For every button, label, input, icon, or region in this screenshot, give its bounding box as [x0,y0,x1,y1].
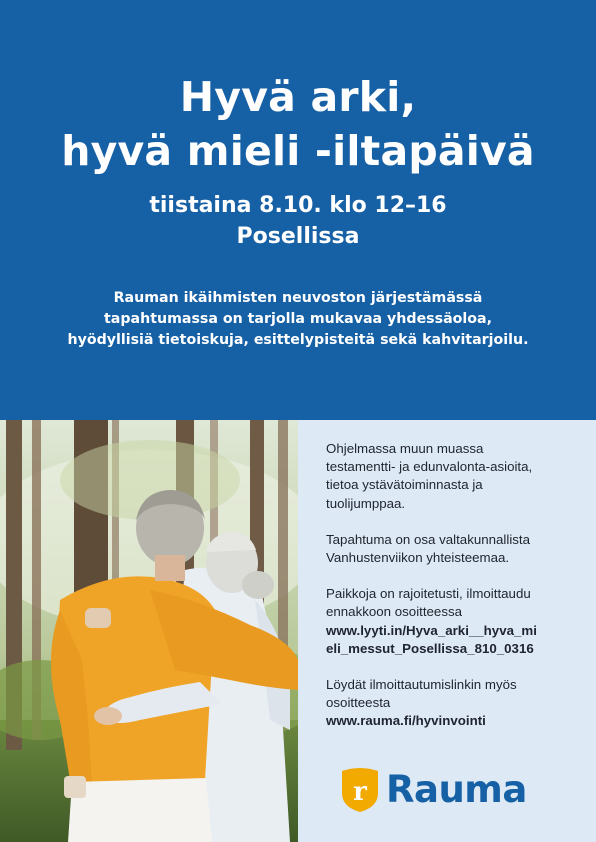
title-line-1: Hyvä arki, [179,73,417,121]
rauma-logo [338,765,558,815]
event-place: Posellissa [236,224,360,249]
signup-url-link[interactable]: www.lyyti.in/Hyva_arki__hyva_mi [326,622,537,638]
program-line: tuolijumppaa. [326,495,406,511]
program-line: Ohjelmassa muun muassa [326,441,484,456]
signup-paragraph [326,585,588,658]
signup-line: Paikkoja on rajoitetusti, ilmoittaudu [326,586,531,602]
rauma-url-link[interactable]: www.rauma.fi/hyvinvointi [326,713,486,729]
event-date: tiistaina 8.10. klo 12–16 [149,193,447,218]
signup-line: ennakkoon osoitteessa [326,604,463,620]
header-panel [0,0,596,420]
intro-line-1: Rauman ikäihmisten neuvoston järjestämässä [113,290,483,306]
program-paragraph [326,440,588,513]
program-line: testamentti- ja edunvalonta-asioita, [326,459,533,475]
title-line-2: hyvä mieli -iltapäivä [61,127,535,175]
info-text [326,440,588,749]
event-time-place [0,190,596,252]
event-intro [0,288,596,351]
week-paragraph [326,531,588,567]
signup-url-link[interactable]: eli_messut_Posellissa_810_0316 [326,640,534,656]
intro-line-2: tapahtumassa on tarjolla mukavaa yhdessäoloa, [104,311,492,327]
week-line: Tapahtuma on osa valtakunnallista [326,531,531,547]
couple-in-forest-illustration [0,420,298,842]
intro-line-3: hyödyllisiä tietoiskuja, esittelypisteitä sekä kahvitarjoilu. [67,332,529,348]
info-panel [298,420,596,842]
week-line: Vanhustenviikon yhteisteemaa. [326,550,510,566]
link-line: Löydät ilmoittautumislinkin myös [326,677,517,693]
link-paragraph [326,676,588,731]
crest-letter: r [353,777,367,807]
program-line: tietoa ystävätoiminnasta ja [326,477,483,493]
link-line: osoitteesta [326,695,391,711]
event-title [0,70,596,178]
couple-photo [0,420,298,842]
rauma-crest-icon [338,767,382,813]
logo-wordmark: Rauma [386,768,527,811]
